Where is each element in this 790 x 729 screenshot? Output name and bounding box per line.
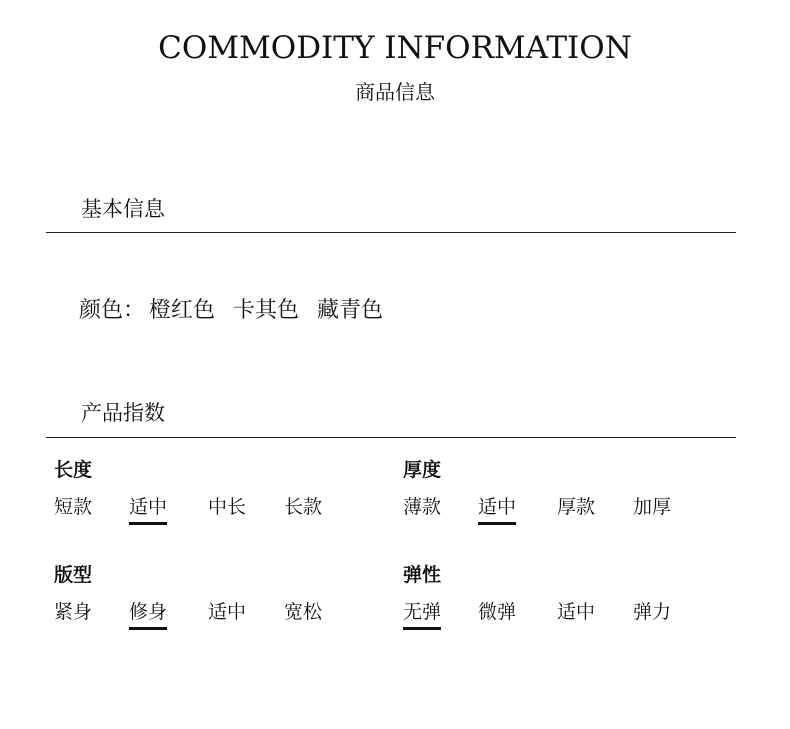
product-index-divider bbox=[46, 437, 736, 438]
index-option: 适中 bbox=[208, 601, 247, 623]
index-option: 薄款 bbox=[403, 496, 442, 518]
color-option: 藏青色 bbox=[317, 298, 384, 323]
index-option-selected: 适中 bbox=[129, 492, 167, 525]
color-option: 橙红色 bbox=[149, 298, 216, 323]
index-option-selected: 修身 bbox=[129, 597, 167, 630]
index-option: 长款 bbox=[284, 496, 323, 518]
index-group-title: 版型 bbox=[54, 564, 93, 586]
index-option: 短款 bbox=[54, 496, 93, 518]
index-option: 微弹 bbox=[478, 601, 517, 623]
index-option: 紧身 bbox=[54, 601, 93, 623]
index-option: 加厚 bbox=[633, 496, 672, 518]
index-option: 中长 bbox=[208, 496, 247, 518]
index-option: 适中 bbox=[557, 601, 596, 623]
color-option: 卡其色 bbox=[233, 298, 300, 323]
basic-info-divider bbox=[46, 232, 736, 233]
index-group-title: 弹性 bbox=[403, 564, 442, 586]
page-title-chinese: 商品信息 bbox=[355, 80, 435, 104]
index-option: 宽松 bbox=[284, 601, 323, 623]
index-option-selected: 适中 bbox=[478, 492, 516, 525]
page-title-english: COMMODITY INFORMATION bbox=[158, 30, 632, 66]
color-label: 颜色： bbox=[79, 298, 146, 323]
color-line bbox=[79, 293, 401, 324]
index-option: 弹力 bbox=[633, 601, 672, 623]
index-option: 厚款 bbox=[557, 496, 596, 518]
product-index-heading: 产品指数 bbox=[81, 401, 165, 425]
index-group-title: 长度 bbox=[54, 459, 93, 481]
index-option-selected: 无弹 bbox=[403, 597, 441, 630]
index-group-title: 厚度 bbox=[403, 459, 442, 481]
basic-info-heading: 基本信息 bbox=[81, 197, 165, 221]
